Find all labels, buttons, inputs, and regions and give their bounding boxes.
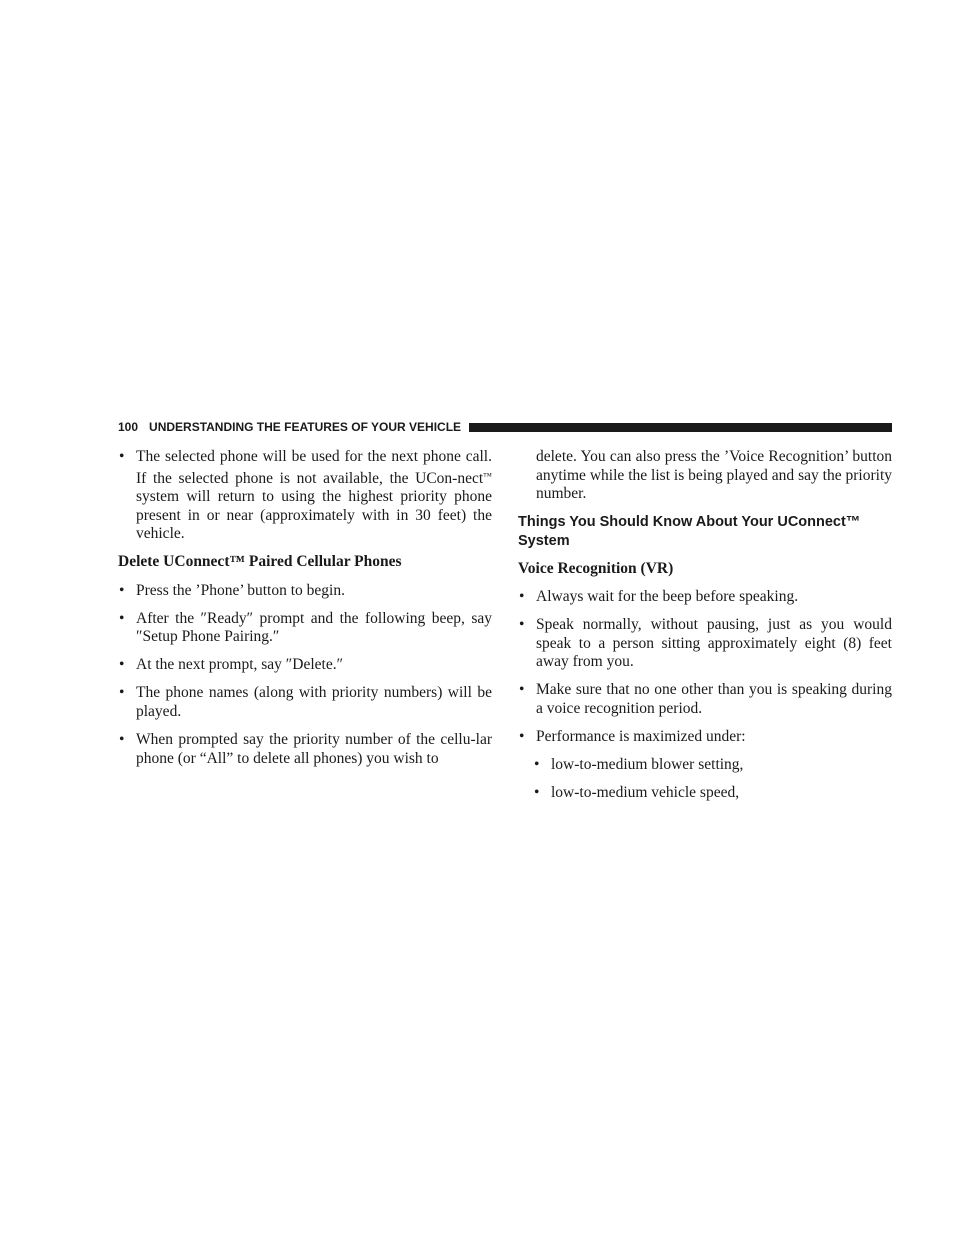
item-text: Speak normally, without pausing, just as you would speak to a person sitting approximately eight (8) feet away from you. bbox=[536, 615, 892, 671]
voice-recognition-heading: Voice Recognition (VR) bbox=[518, 559, 674, 577]
bullet-icon: • bbox=[119, 609, 125, 627]
bullet-icon: • bbox=[119, 448, 125, 465]
list-item bbox=[118, 684, 492, 721]
item-text: The selected phone will be used for the next phone call. If the selected phone is not available, the UCon-nect™ system will return to using the highest priority phone present in or near (approximately with in 30 feet) the vehicle. bbox=[136, 448, 492, 543]
bullet-icon: • bbox=[519, 587, 525, 605]
item-text: The phone names (along with priority numbers) will be played. bbox=[136, 684, 492, 721]
list-item bbox=[518, 588, 892, 607]
bullet-icon: • bbox=[519, 681, 525, 699]
delete-phones-heading: Delete UConnect™ Paired Cellular Phones bbox=[118, 553, 402, 571]
list-item bbox=[118, 656, 492, 675]
continued-text: delete. You can also press the ’Voice Recognition’ button anytime while the list is being played and say the priority number. bbox=[536, 448, 892, 503]
item-text: After the ″Ready″ prompt and the following beep, say ″Setup Phone Pairing.″ bbox=[136, 609, 492, 646]
list-item bbox=[118, 731, 492, 768]
list-item bbox=[518, 616, 892, 672]
bullet-icon: • bbox=[119, 684, 125, 702]
bullet-icon: • bbox=[519, 727, 525, 745]
item-text: Press the ’Phone’ button to begin. bbox=[136, 581, 345, 599]
left-column bbox=[118, 448, 492, 778]
bullet-icon: • bbox=[119, 731, 125, 749]
item-text: At the next prompt, say ″Delete.″ bbox=[136, 656, 344, 674]
bullet-icon: • bbox=[519, 615, 525, 633]
bullet-icon: • bbox=[119, 656, 125, 674]
right-column bbox=[518, 448, 892, 812]
section-heading: Things You Should Know About Your UConnect™ System bbox=[518, 514, 861, 550]
item-text: low-to-medium vehicle speed, bbox=[551, 784, 740, 802]
sub-list-item bbox=[533, 756, 892, 775]
page-number: 100 bbox=[118, 420, 139, 434]
item-text: When prompted say the priority number of the cellu-lar phone (or “All” to delete all phones) you wish to bbox=[136, 731, 492, 767]
item-text: Performance is maximized under: bbox=[536, 727, 746, 745]
list-item bbox=[518, 728, 892, 747]
bullet-icon: • bbox=[534, 756, 540, 774]
sub-list-item bbox=[533, 784, 892, 803]
trademark-symbol: ™ bbox=[483, 470, 492, 481]
item-text: Always wait for the beep before speaking. bbox=[536, 587, 799, 605]
bullet-icon: • bbox=[119, 581, 125, 599]
list-item bbox=[118, 610, 492, 647]
list-item bbox=[118, 448, 492, 544]
header-rule bbox=[469, 423, 892, 432]
running-title: UNDERSTANDING THE FEATURES OF YOUR VEHICLE bbox=[149, 420, 462, 434]
item-text: low-to-medium blower setting, bbox=[551, 756, 744, 774]
bullet-icon: • bbox=[534, 784, 540, 802]
list-item bbox=[118, 582, 492, 601]
list-item bbox=[518, 681, 892, 718]
item-text: Make sure that no one other than you is speaking during a voice recognition period. bbox=[536, 681, 892, 717]
page-header bbox=[118, 419, 892, 435]
